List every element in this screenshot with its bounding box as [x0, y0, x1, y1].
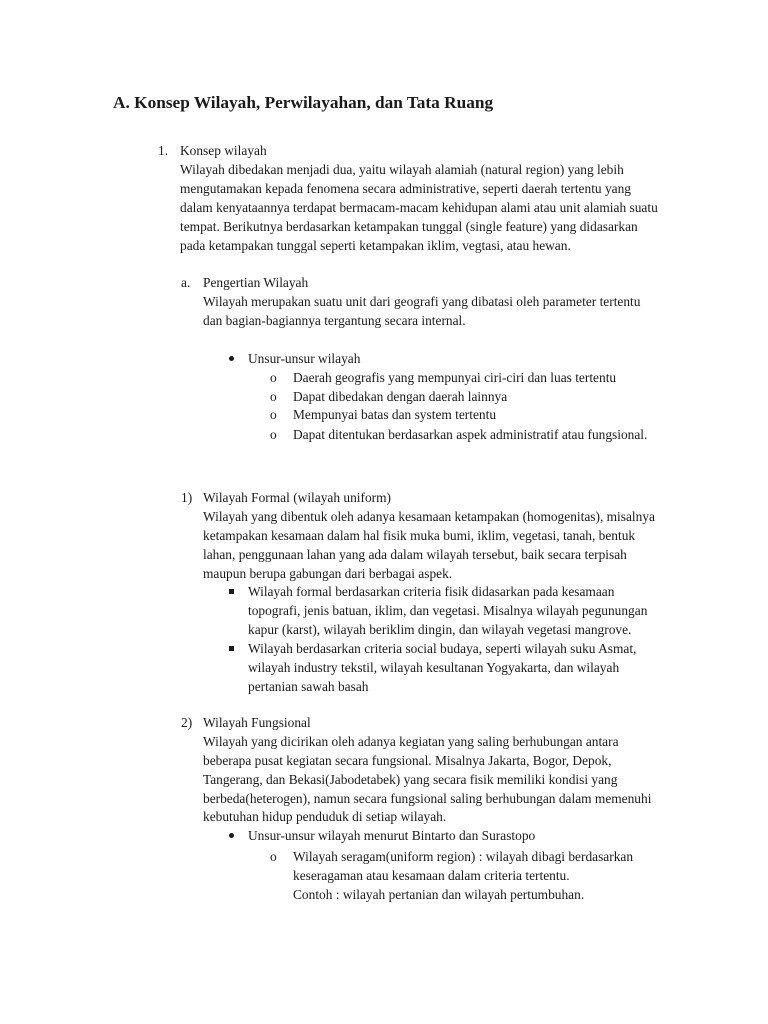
unsur-item: Dapat dibedakan dengan daerah lainnya: [293, 389, 508, 404]
section-1-marker: 1.: [158, 143, 169, 158]
circle-bullet-icon: o: [270, 849, 277, 864]
fungsional-sub-item-line: Wilayah seragam(uniform region) : wilayah dibagi berdasarkan: [293, 849, 634, 864]
fungsional-sub-item-line: Contoh : wilayah pertanian dan wilayah pertumbuhan.: [293, 887, 585, 902]
section-1-line: pada ketampakan tunggal seperti ketampakan iklim, vegtasi, atau hewan.: [180, 238, 571, 253]
fungsional-line: beberapa pusat kegiatan secara fungsional. Misalnya Jakarta, Bogor, Depok,: [203, 753, 612, 768]
section-1-line: dalam kenyataannya terdapat bermacam-macam kehidupan alami atau unit alamiah suatu: [180, 200, 658, 215]
fungsional-line: kebutuhan hidup penduduk di setiap wilayah.: [203, 809, 447, 824]
formal-point-1-line: topografi, jenis batuan, iklim, dan vegetasi. Misalnya wilayah pegunungan: [248, 603, 648, 618]
fungsional-line: berbeda(heterogen), namun secara fungsional saling berhubungan dalam memenuhi: [203, 791, 652, 806]
page-title: A. Konsep Wilayah, Perwilayahan, dan Tata Ruang: [113, 93, 494, 112]
bullet-icon: [229, 356, 234, 361]
section-1-line: Wilayah dibedakan menjadi dua, yaitu wilayah alamiah (natural region) yang lebih: [180, 162, 624, 177]
unsur-heading: Unsur-unsur wilayah: [248, 351, 361, 366]
fungsional-marker: 2): [181, 715, 193, 730]
section-1-line: mengutamakan kepada fenomena secara administrative, seperti daerah tertentu yang: [180, 181, 631, 196]
formal-point-1-line: kapur (karst), wilayah beriklim dingin, dan wilayah vegetasi mangrove.: [248, 622, 632, 637]
formal-point-1-line: Wilayah formal berdasarkan criteria fisik didasarkan pada kesamaan: [248, 584, 615, 599]
circle-bullet-icon: o: [270, 370, 277, 385]
formal-line: Wilayah yang dibentuk oleh adanya kesamaan ketampakan (homogenitas), misalnya: [203, 509, 655, 524]
fungsional-line: Tangerang, dan Bekasi(Jabodetabek) yang secara fisik memiliki kondisi yang: [203, 772, 618, 787]
section-1-heading: Konsep wilayah: [180, 143, 267, 158]
formal-line: ketampakan kesamaan dalam hal fisik muka bumi, iklim, vegetasi, tanah, bentuk: [203, 528, 636, 543]
fungsional-heading: Wilayah Fungsional: [203, 715, 311, 730]
circle-bullet-icon: o: [270, 389, 277, 404]
unsur-item: Dapat ditentukan berdasarkan aspek administratif atau fungsional.: [293, 427, 648, 442]
unsur-item: Daerah geografis yang mempunyai ciri-ciri dan luas tertentu: [293, 370, 617, 385]
unsur-item: Mempunyai batas dan system tertentu: [293, 407, 497, 422]
sub-a-marker: a.: [181, 275, 191, 290]
formal-line: maupun berupa gabungan dari berbagai aspek.: [203, 566, 453, 581]
formal-line: lahan, penggunaan lahan yang ada dalam wilayah tersebut, baik secara terpisah: [203, 547, 627, 562]
fungsional-sub-item-line: keseragaman atau kesamaan dalam criteria tertentu.: [293, 868, 570, 883]
sub-a-line: Wilayah merupakan suatu unit dari geografi yang dibatasi oleh parameter tertentu: [203, 294, 641, 309]
square-bullet-icon: [229, 589, 234, 594]
formal-heading: Wilayah Formal (wilayah uniform): [203, 490, 391, 505]
formal-point-2-line: Wilayah berdasarkan criteria social budaya, seperti wilayah suku Asmat,: [248, 641, 637, 656]
fungsional-bullet-heading: Unsur-unsur wilayah menurut Bintarto dan Surastopo: [248, 828, 536, 843]
square-bullet-icon: [229, 646, 234, 651]
circle-bullet-icon: o: [270, 407, 277, 422]
circle-bullet-icon: o: [270, 427, 277, 442]
sub-a-line: dan bagian-bagiannya tergantung secara internal.: [203, 313, 466, 328]
sub-a-heading: Pengertian Wilayah: [203, 275, 309, 290]
fungsional-line: Wilayah yang dicirikan oleh adanya kegiatan yang saling berhubungan antara: [203, 734, 619, 749]
section-1-line: tempat. Berikutnya berdasarkan ketampakan tunggal (single feature) yang didasarkan: [180, 219, 638, 234]
formal-point-2-line: wilayah industry tekstil, wilayah kesultanan Yogyakarta, dan wilayah: [248, 660, 620, 675]
formal-marker: 1): [181, 490, 193, 505]
formal-point-2-line: pertanian sawah basah: [248, 679, 369, 694]
bullet-icon: [229, 833, 234, 838]
